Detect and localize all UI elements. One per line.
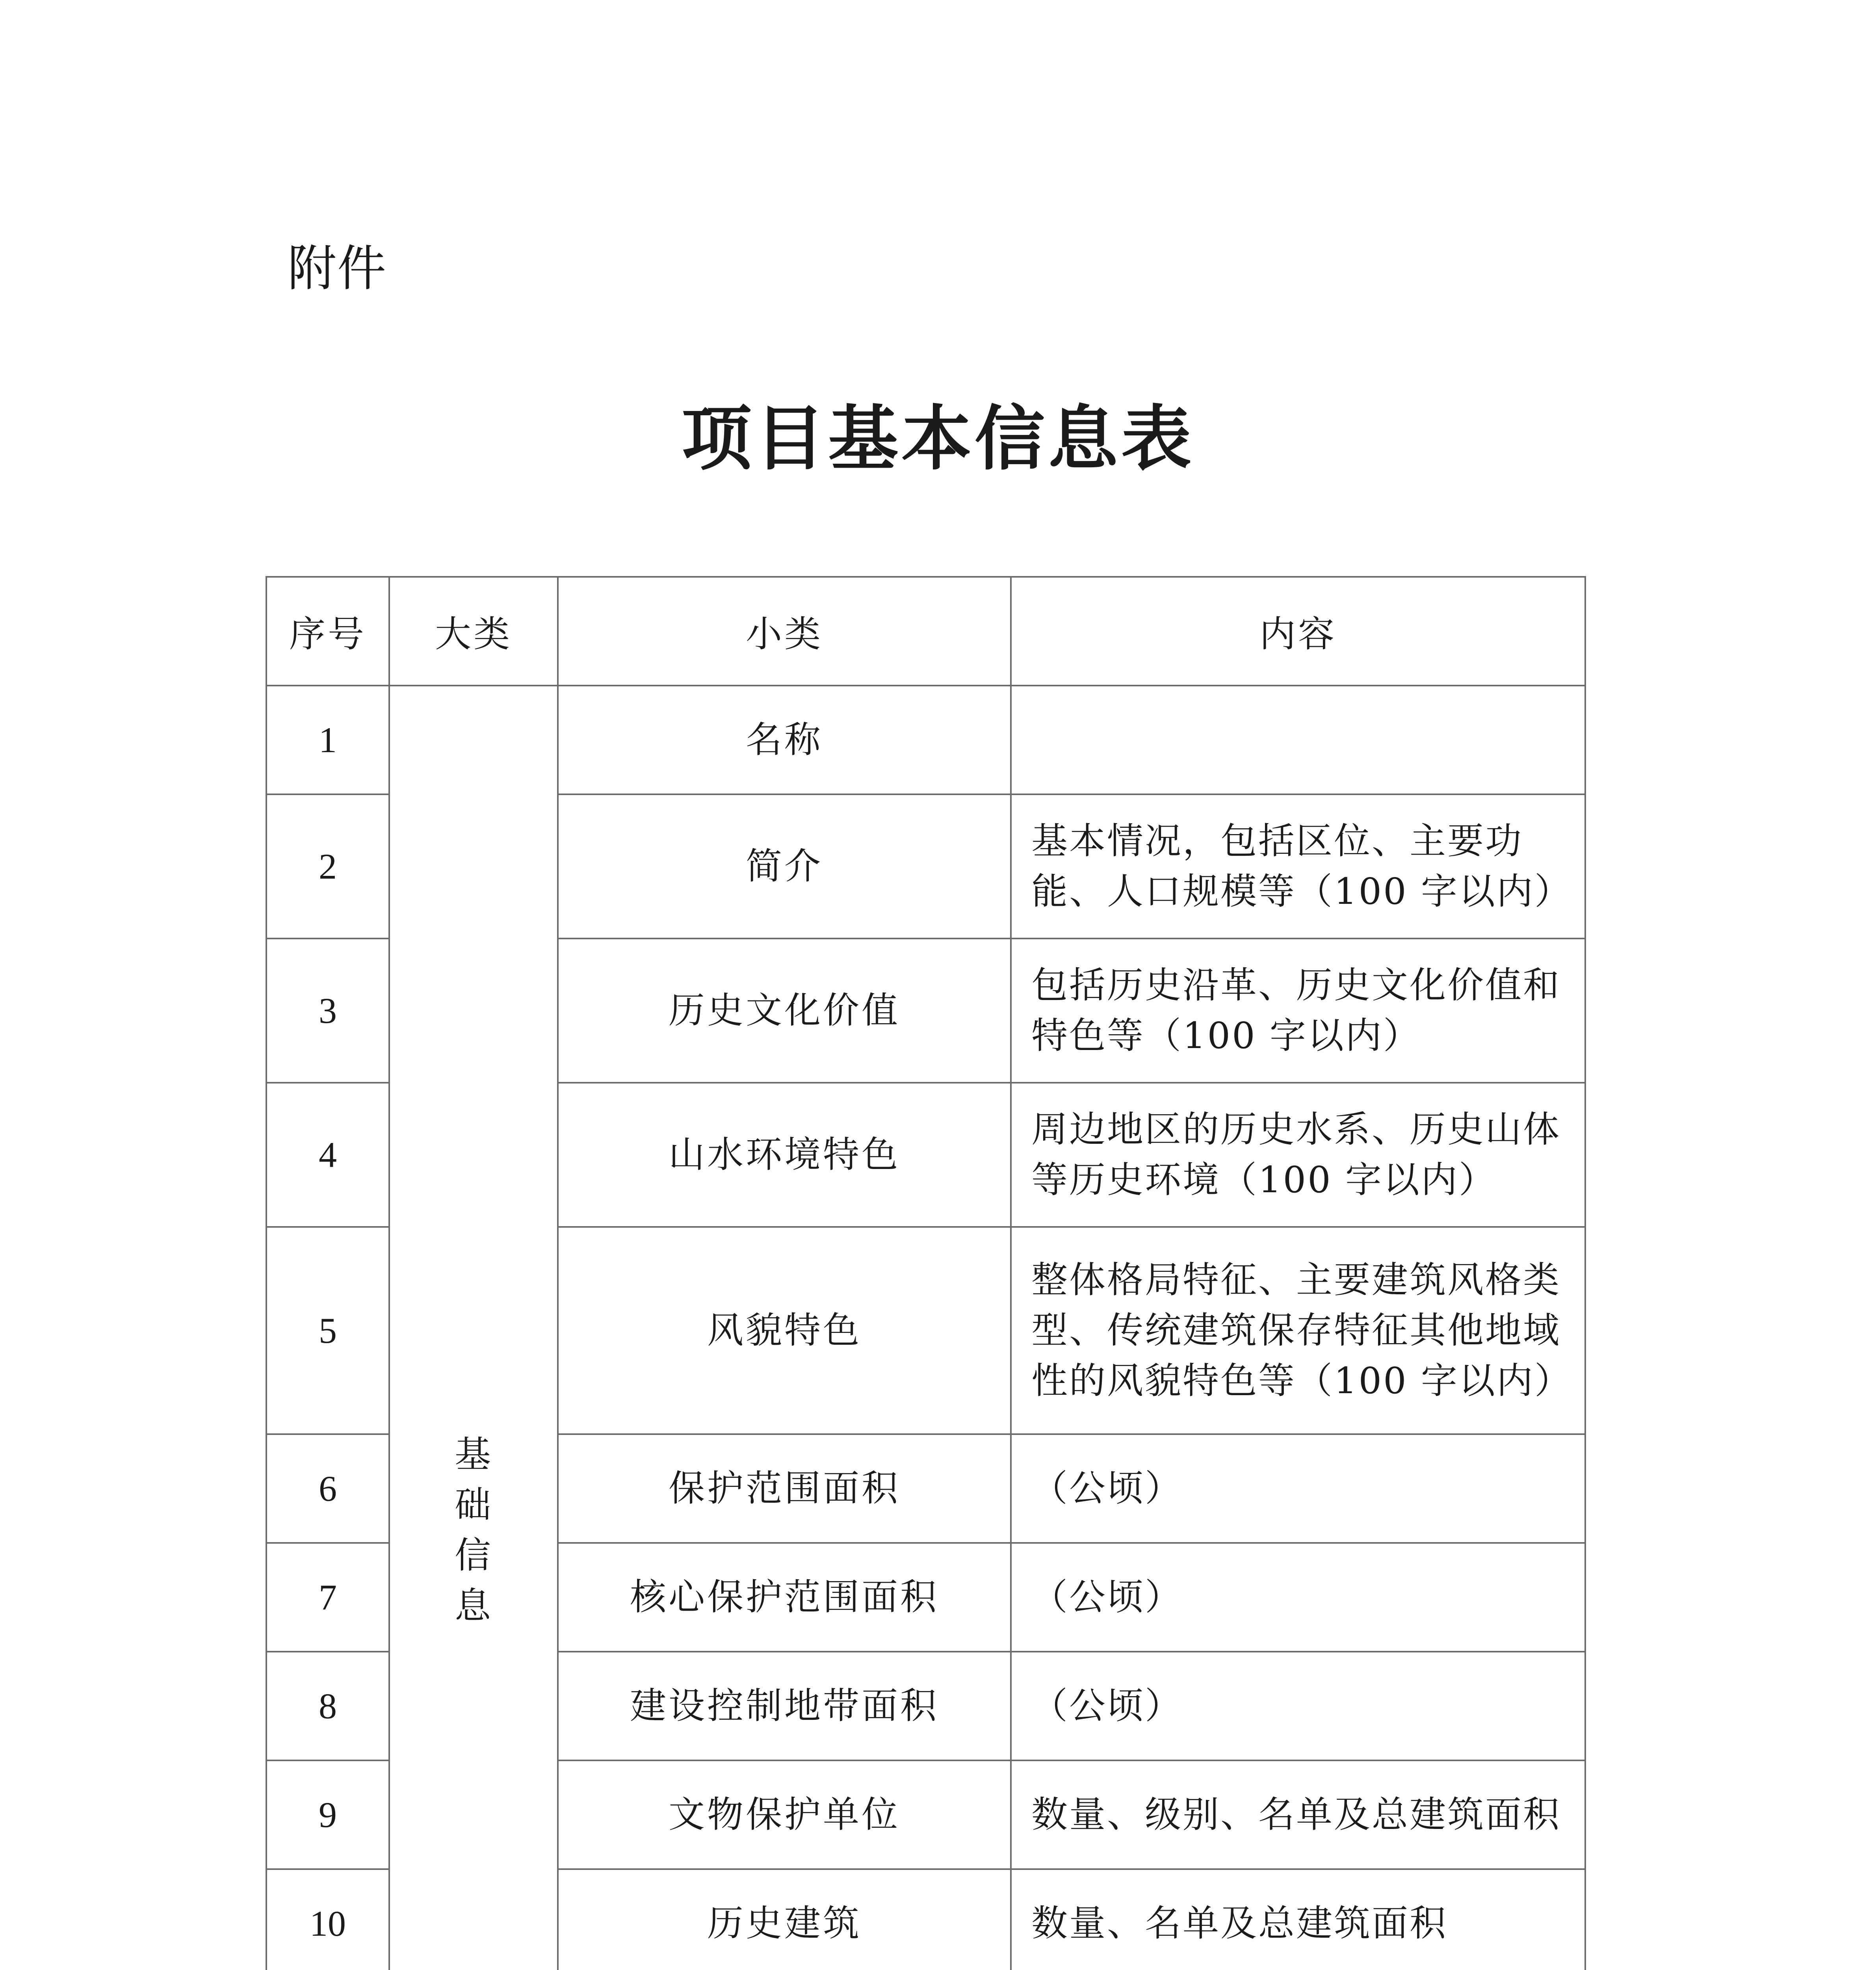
row-number: 1 [266, 686, 389, 794]
row-number: 5 [266, 1227, 389, 1434]
subcategory-cell: 历史建筑 [558, 1869, 1011, 1970]
row-number: 2 [266, 794, 389, 939]
content-cell: （公顷） [1011, 1434, 1585, 1543]
header-content: 内容 [1011, 577, 1585, 686]
content-cell: （公顷） [1011, 1543, 1585, 1652]
content-cell: 基本情况，包括区位、主要功能、人口规模等（100 字以内） [1011, 794, 1585, 939]
subcategory-cell: 保护范围面积 [558, 1434, 1011, 1543]
content-cell: 数量、名单及总建筑面积 [1011, 1869, 1585, 1970]
table-row [266, 686, 1585, 794]
category-cell [389, 686, 558, 1970]
subcategory-cell: 名称 [558, 686, 1011, 794]
header-serial: 序号 [266, 577, 389, 686]
row-number: 3 [266, 939, 389, 1083]
content-cell [1011, 686, 1585, 794]
subcategory-cell: 简介 [558, 794, 1011, 939]
content-cell: 整体格局特征、主要建筑风格类型、传统建筑保存特征其他地域性的风貌特色等（100 字以内） [1011, 1227, 1585, 1434]
row-number: 6 [266, 1434, 389, 1543]
subcategory-cell: 山水环境特色 [558, 1083, 1011, 1227]
row-number: 4 [266, 1083, 389, 1227]
header-subcategory: 小类 [558, 577, 1011, 686]
subcategory-cell: 文物保护单位 [558, 1760, 1011, 1869]
category-label: 基础信息 [454, 1433, 492, 1627]
content-cell: 周边地区的历史水系、历史山体等历史环境（100 字以内） [1011, 1083, 1585, 1227]
project-info-table [266, 576, 1586, 1970]
subcategory-cell: 历史文化价值 [558, 939, 1011, 1083]
content-cell: （公顷） [1011, 1652, 1585, 1760]
content-cell: 数量、级别、名单及总建筑面积 [1011, 1760, 1585, 1869]
row-number: 7 [266, 1543, 389, 1652]
table-header-row [266, 577, 1585, 686]
row-number: 9 [266, 1760, 389, 1869]
subcategory-cell: 核心保护范围面积 [558, 1543, 1011, 1652]
attachment-label: 附件 [288, 240, 387, 297]
row-number: 10 [266, 1869, 389, 1970]
subcategory-cell: 建设控制地带面积 [558, 1652, 1011, 1760]
content-cell: 包括历史沿革、历史文化价值和特色等（100 字以内） [1011, 939, 1585, 1083]
document-title: 项目基本信息表 [682, 398, 1194, 479]
header-category: 大类 [389, 577, 558, 686]
row-number: 8 [266, 1652, 389, 1760]
subcategory-cell: 风貌特色 [558, 1227, 1011, 1434]
